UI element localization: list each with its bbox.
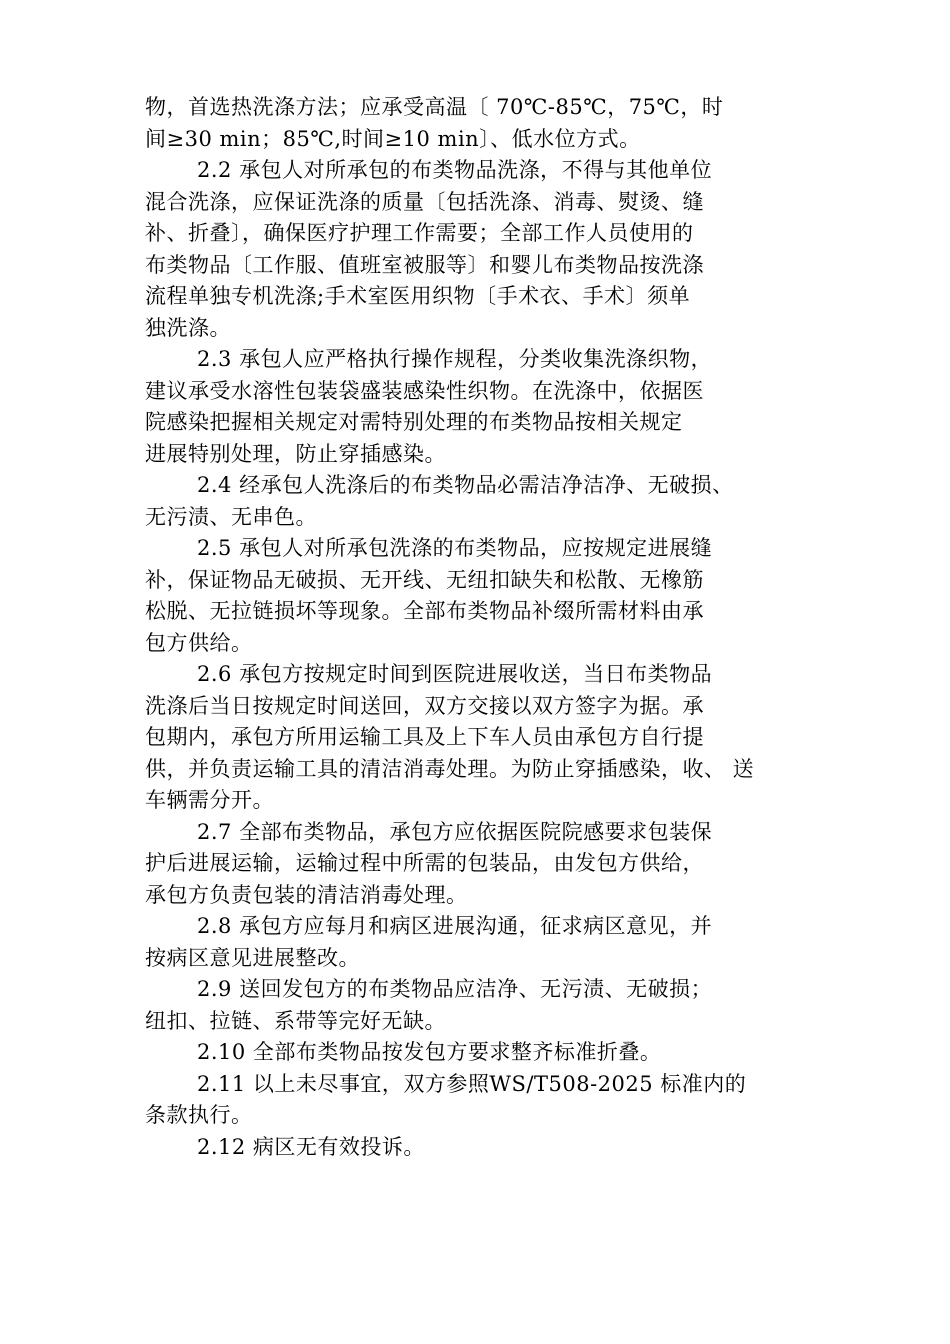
text-line: 2.8 承包方应每月和病区进展沟通，征求病区意见，并 xyxy=(197,914,713,938)
text-line: 按病区意见进展整改。 xyxy=(145,945,360,970)
text-line: 包期内，承包方所用运输工具及上下车人员由承包方自行提 xyxy=(145,725,704,749)
text-line: 2.6 承包方按规定时间到医院进展收送，当日布类物品 xyxy=(197,662,713,686)
text-line: 2.7 全部布类物品，承包方应依据医院院感要求包装保 xyxy=(197,819,713,844)
text-line: 包方供给。 xyxy=(145,630,253,655)
text-line: 2.10 全部布类物品按发包方要求整齐标准折叠。 xyxy=(197,1040,662,1064)
text-line: 2.2 承包人对所承包的布类物品洗涤，不得与其他单位 xyxy=(197,158,713,182)
text-line: 院感染把握相关规定对需特别处理的布类物品按相关规定 xyxy=(145,410,683,434)
text-line: 布类物品〔工作服、值班室被服等〕和婴儿布类物品按洗涤 xyxy=(145,252,704,277)
text-line: 2.3 承包人应严格执行操作规程，分类收集洗涤织物， xyxy=(197,347,713,371)
text-line: 间≥30 min；85℃,时间≥10 min〕、低水位方式。 xyxy=(145,126,641,151)
text-line: 建议承受水溶性包装袋盛装感染性织物。在洗涤中，依据医 xyxy=(145,378,704,403)
text-line: 车辆需分开。 xyxy=(145,788,274,812)
text-line: 2.9 送回发包方的布类物品应洁净、无污渍、无破损； xyxy=(197,977,713,1001)
text-line: 承包方负责包装的清洁消毒处理。 xyxy=(145,882,468,907)
text-line: 补，保证物品无破损、无开线、无纽扣缺失和松散、无橡筋 xyxy=(145,567,704,592)
text-line: 流程单独专机洗涤;手术室医用织物〔手术衣、手术〕须单 xyxy=(145,284,691,308)
text-line: 条款执行。 xyxy=(145,1103,253,1127)
text-line: 护后进展运输，运输过程中所需的包装品，由发包方供给， xyxy=(145,851,704,875)
document-body xyxy=(145,92,815,1163)
text-line: 纽扣、拉链、系带等完好无缺。 xyxy=(145,1008,446,1033)
text-line: 进展特别处理，防止穿插感染。 xyxy=(145,441,446,466)
text-line: 供，并负责运输工具的清洁消毒处理。为防止穿插感染，收、 送 xyxy=(145,756,755,781)
text-line: 洗涤后当日按规定时间送回，双方交接以双方签字为据。承 xyxy=(145,693,704,718)
text-line: 补、折叠〕，确保医疗护理工作需要；全部工作人员使用的 xyxy=(145,221,694,245)
text-line: 2.4 经承包人洗涤后的布类物品必需洁净洁净、无破损、 xyxy=(197,473,734,497)
text-line: 松脱、无拉链损坏等现象。全部布类物品补缀所需材料由承 xyxy=(145,599,704,623)
text-line: 无污渍、无串色。 xyxy=(145,504,317,529)
text-line: 2.12 病区无有效投诉。 xyxy=(197,1134,425,1159)
text-line: 2.11 以上未尽事宜，双方参照WS/T508-2025 标准内的 xyxy=(197,1071,747,1096)
text-line: 物，首选热洗涤方法；应承受高温〔 70℃-85℃，75℃，时 xyxy=(145,95,724,119)
text-line: 混合洗涤，应保证洗涤的质量〔包括洗涤、消毒、熨烫、缝 xyxy=(145,189,704,214)
text-line: 独洗涤。 xyxy=(145,315,231,340)
text-line: 2.5 承包人对所承包洗涤的布类物品，应按规定进展缝 xyxy=(197,536,713,560)
